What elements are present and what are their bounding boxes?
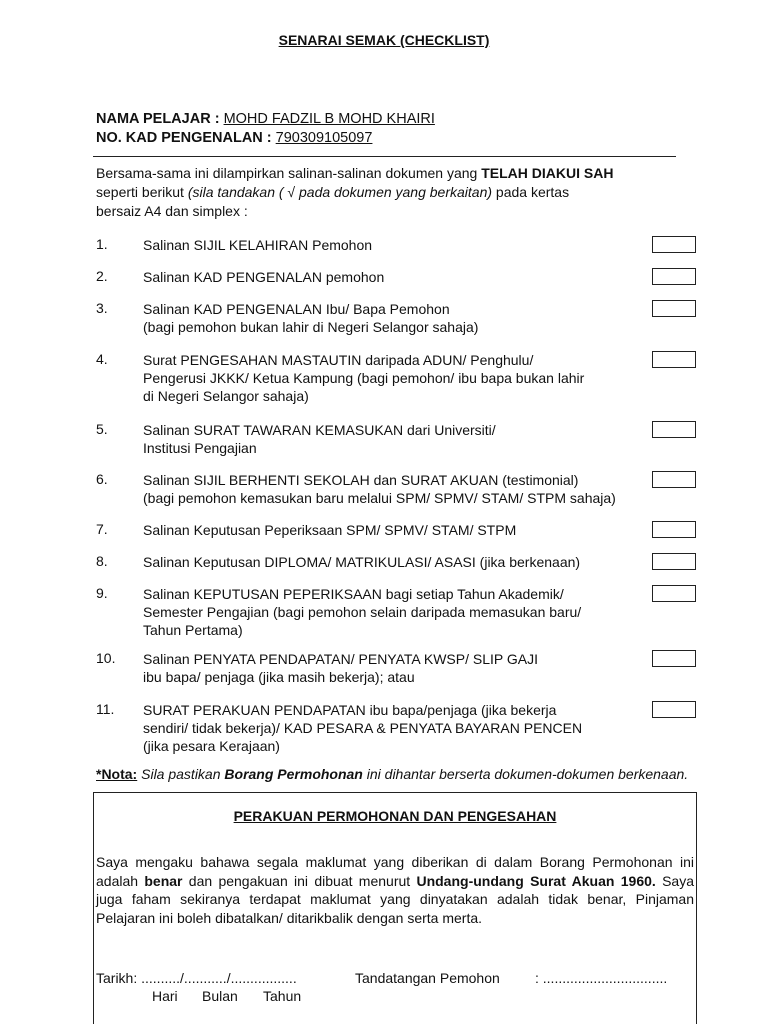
- year-label: Tahun: [263, 988, 302, 1004]
- item-checkbox[interactable]: [652, 521, 696, 538]
- document-title: SENARAI SEMAK (CHECKLIST): [278, 32, 490, 48]
- declaration-text: [96, 853, 694, 927]
- item-checkbox[interactable]: [652, 471, 696, 488]
- intro-bold: TELAH DIAKUI SAH: [481, 165, 614, 181]
- item-text: [143, 471, 673, 507]
- item-line: (bagi pemohon bukan lahir di Negeri Selangor sahaja): [143, 319, 479, 335]
- declaration-bold: Undang-undang Surat Akuan 1960.: [416, 872, 656, 889]
- student-ic-label: NO. KAD PENGENALAN :: [96, 130, 276, 146]
- intro-paragraph: [96, 164, 686, 221]
- intro-text-2: seperti berikut: [96, 184, 188, 200]
- declaration-sentence: Saya mengaku bahawa segala maklumat yang diberikan di dalam Borang Permohonan ini adalah: [96, 854, 694, 889]
- item-number: 10.: [96, 650, 116, 666]
- note: [96, 766, 688, 782]
- item-text: [143, 585, 673, 639]
- item-number: 11.: [96, 701, 115, 717]
- note-text-1: Sila pastikan: [137, 766, 225, 782]
- item-line: Salinan SIJIL BERHENTI SEKOLAH dan SURAT AKUAN (testimonial): [143, 472, 579, 488]
- item-number: 4.: [96, 351, 108, 367]
- item-checkbox[interactable]: [652, 650, 696, 667]
- student-name-row: [96, 111, 435, 127]
- item-line: Pengerusi JKKK/ Ketua Kampung (bagi pemohon/ ibu bapa bukan lahir: [143, 370, 585, 386]
- item-line: Salinan PENYATA PENDAPATAN/ PENYATA KWSP/ SLIP GAJI: [143, 651, 538, 667]
- item-text: [143, 421, 673, 457]
- declaration-bold: benar: [144, 872, 183, 889]
- student-name-label: NAMA PELAJAR :: [96, 111, 224, 127]
- month-label: Bulan: [202, 988, 238, 1004]
- item-line: Salinan SURAT TAWARAN KEMASUKAN dari Universiti/: [143, 422, 496, 438]
- item-line: Tahun Pertama): [143, 622, 243, 638]
- item-number: 3.: [96, 300, 108, 316]
- item-line: sendiri/ tidak bekerja)/ KAD PESARA & PENYATA BAYARAN PENCEN: [143, 720, 583, 736]
- note-label: *Nota:: [96, 766, 138, 782]
- item-line: (bagi pemohon kemasukan baru melalui SPM/ SPMV/ STAM/ STPM sahaja): [143, 490, 616, 506]
- student-name-value: MOHD FADZIL B MOHD KHAIRI: [223, 111, 435, 127]
- declaration-title: PERAKUAN PERMOHONAN DAN PENGESAHAN: [233, 808, 557, 824]
- intro-text-1: Bersama-sama ini dilampirkan salinan-salinan dokumen yang: [96, 165, 482, 181]
- item-number: 5.: [96, 421, 108, 437]
- item-number: 2.: [96, 268, 108, 284]
- date-field[interactable]: Tarikh: ........../.........../.................: [96, 970, 297, 986]
- intro-italic: (sila tandakan ( √ pada dokumen yang berkaitan): [187, 184, 493, 200]
- note-bold: Borang Permohonan: [224, 766, 363, 782]
- item-number: 1.: [96, 236, 108, 252]
- item-line: Salinan KEPUTUSAN PEPERIKSAAN bagi setiap Tahun Akademik/: [143, 586, 564, 602]
- item-checkbox[interactable]: [652, 421, 696, 438]
- item-text: [143, 236, 673, 254]
- day-label: Hari: [152, 988, 178, 1004]
- item-checkbox[interactable]: [652, 585, 696, 602]
- intro-text-4: bersaiz A4 dan simplex :: [96, 203, 248, 219]
- signature-field[interactable]: : ................................: [535, 970, 668, 986]
- item-line: ibu bapa/ penjaga (jika masih bekerja); atau: [143, 669, 415, 685]
- item-text: [143, 650, 673, 686]
- item-line: Salinan KAD PENGENALAN pemohon: [143, 269, 385, 285]
- item-line: Salinan KAD PENGENALAN Ibu/ Bapa Pemohon: [143, 301, 450, 317]
- item-text: [143, 268, 673, 286]
- item-number: 8.: [96, 553, 108, 569]
- item-line: SURAT PERAKUAN PENDAPATAN ibu bapa/penjaga (jika bekerja: [143, 702, 557, 718]
- item-number: 6.: [96, 471, 108, 487]
- item-checkbox[interactable]: [652, 701, 696, 718]
- item-text: [143, 521, 673, 539]
- divider: [93, 156, 676, 157]
- item-text: [143, 701, 673, 755]
- signature-label: Tandatangan Pemohon: [355, 970, 500, 986]
- item-text: [143, 300, 673, 336]
- item-number: 9.: [96, 585, 108, 601]
- item-number: 7.: [96, 521, 108, 537]
- declaration-sentence: Saya juga faham sekiranya terdapat maklumat yang dinyatakan adalah tidak benar, Pinjaman Pelajaran ini boleh dibatalkan/ ditarikbalik dengan serta merta.: [96, 872, 694, 926]
- item-line: Salinan Keputusan Peperiksaan SPM/ SPMV/ STAM/ STPM: [143, 522, 517, 538]
- student-ic-value: 790309105097: [275, 130, 373, 146]
- item-line: Institusi Pengajian: [143, 440, 257, 456]
- item-line: Salinan Keputusan DIPLOMA/ MATRIKULASI/ ASASI (jika berkenaan): [143, 554, 581, 570]
- declaration-sentence: dan pengakuan ini dibuat menurut: [182, 872, 417, 889]
- item-line: Semester Pengajian (bagi pemohon selain daripada memasukan baru/: [143, 604, 582, 620]
- item-checkbox[interactable]: [652, 268, 696, 285]
- note-text-2: ini dihantar berserta dokumen-dokumen berkenaan.: [362, 766, 689, 782]
- item-checkbox[interactable]: [652, 351, 696, 368]
- intro-text-3: pada kertas: [492, 184, 570, 200]
- item-line: (jika pesara Kerajaan): [143, 738, 280, 754]
- item-text: [143, 553, 673, 571]
- item-line: di Negeri Selangor sahaja): [143, 388, 309, 404]
- item-checkbox[interactable]: [652, 300, 696, 317]
- item-text: [143, 351, 673, 405]
- item-line: Salinan SIJIL KELAHIRAN Pemohon: [143, 237, 373, 253]
- item-checkbox[interactable]: [652, 236, 696, 253]
- item-checkbox[interactable]: [652, 553, 696, 570]
- student-ic-row: [96, 130, 372, 146]
- item-line: Surat PENGESAHAN MASTAUTIN daripada ADUN/ Penghulu/: [143, 352, 534, 368]
